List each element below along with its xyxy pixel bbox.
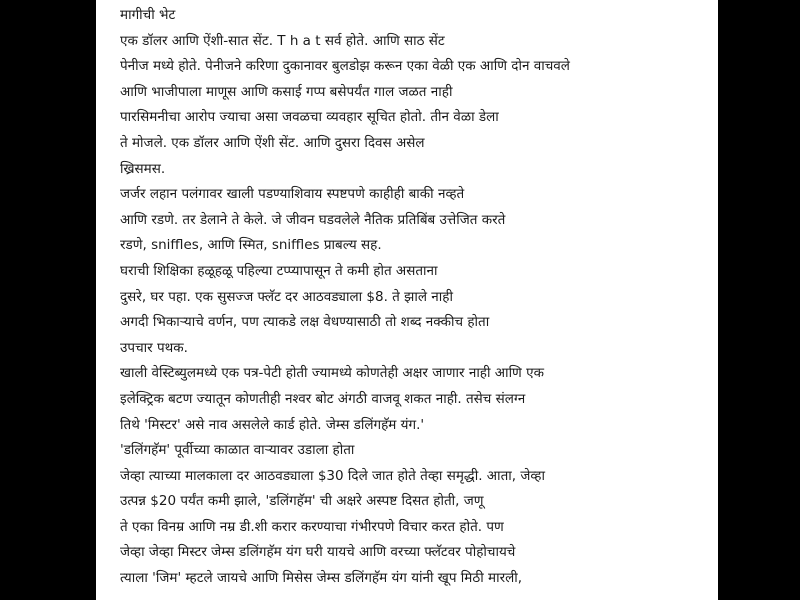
text-line: मागीची भेट <box>120 7 176 23</box>
text-line: ते एका विनम्र आणि नम्र डी.शी करार करण्याचा गंभीरपणे विचार करत होते. पण <box>120 518 504 535</box>
text-line: इलेक्ट्रिक बटण ज्यातून कोणतीही नश्वर बोट अंगठी वाजवू शकत नाही. तसेच संलग्न <box>120 390 526 407</box>
text-line: अगदी भिकाऱ्याचे वर्णन, पण त्याकडे लक्ष वेधण्यासाठी तो शब्द नक्कीच होता <box>120 314 490 331</box>
text-line: आणि रडणे. तर डेलाने ते केले. जे जीवन घडवलेले नैतिक प्रतिबिंब उत्तेजित करते <box>120 211 506 228</box>
text-line: जर्जर लहान पलंगावर खाली पडण्याशिवाय स्पष्टपणे काहीही बाकी नव्हते <box>120 186 465 203</box>
text-line: घराची शिक्षिका हळूहळू पहिल्या टप्प्यापासून ते कमी होत असताना <box>120 262 438 279</box>
text-line: उत्पन्न $20 पर्यंत कमी झाले, 'डलिंगहॅम' ची अक्षरे अस्पष्ट दिसत होती, जणू <box>120 493 484 510</box>
text-line: दुसरे, घर पहा. एक सुसज्ज फ्लॅट दर आठवड्याला $8. ते झाले नाही <box>120 288 453 305</box>
text-line: उपचार पथक. <box>120 339 188 356</box>
text-line: तिथे 'मिस्टर' असे नाव असलेले कार्ड होते. जेम्स डलिंगहॅम यंग.' <box>120 416 425 433</box>
text-line: रडणे, sniffles, आणि स्मित, sniffles प्राबल्य सह. <box>120 237 382 254</box>
document-page <box>96 0 718 600</box>
text-line: पेनीज मध्ये होते. पेनीजने करिणा दुकानावर बुलडोझ करून एका वेळी एक आणि दोन वाचवले <box>120 58 570 75</box>
text-line: ख्रिसमस. <box>120 160 166 177</box>
document-text <box>120 3 710 592</box>
text-line: खाली वेस्टिब्युलमध्ये एक पत्र-पेटी होती ज्यामध्ये कोणतेही अक्षर जाणार नाही आणि एक <box>120 365 544 382</box>
text-line: आणि भाजीपाला माणूस आणि कसाई गप्प बसेपर्यंत गाल जळत नाही <box>120 83 453 100</box>
text-line: जेव्हा जेव्हा मिस्टर जेम्स डलिंगहॅम यंग घरी यायचे आणि वरच्या फ्लॅटवर पोहोचायचे <box>120 544 516 561</box>
text-line: ते मोजले. एक डॉलर आणि ऐंशी सेंट. आणि दुसरा दिवस असेल <box>120 134 425 151</box>
text-line: पारसिमनीचा आरोप ज्याचा असा जवळचा व्यवहार सूचित होतो. तीन वेळा डेला <box>120 109 499 126</box>
text-line: एक डॉलर आणि ऐंशी-सात सेंट. T h a t सर्व होते. आणि साठ सेंट <box>120 32 445 49</box>
text-line: जेव्हा त्याच्या मालकाला दर आठवड्याला $30 दिले जात होते तेव्हा समृद्धी. आता, जेव्हा <box>120 467 545 484</box>
text-line: त्याला 'जिम' म्हटले जायचे आणि मिसेस जेम्स डलिंगहॅम यंग यांनी खूप मिठी मारली, <box>120 570 523 587</box>
text-line: 'डलिंगहॅम' पूर्वीच्या काळात वाऱ्यावर उडाला होता <box>120 442 355 459</box>
